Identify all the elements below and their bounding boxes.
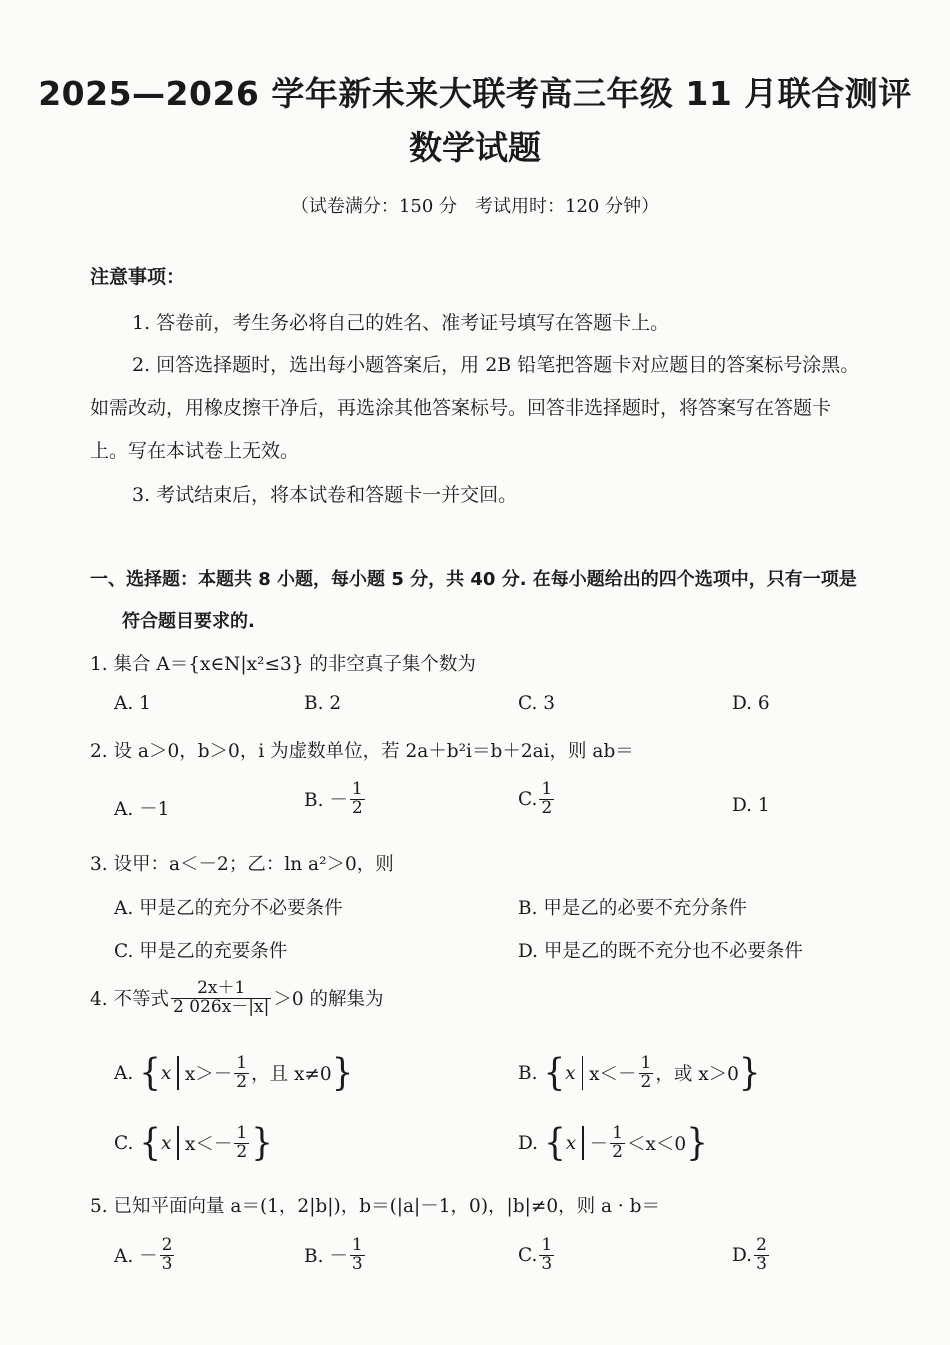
right-brace: } bbox=[331, 1051, 354, 1096]
set-divider bbox=[582, 1056, 584, 1090]
q4-option-c bbox=[114, 1121, 273, 1166]
note-item-2-cont: 如需改动，用橡皮擦干净后，再选涂其他答案标号。回答非选择题时，将答案写在答题卡 bbox=[90, 397, 832, 419]
q3-option-b: B. 甲是乙的必要不充分条件 bbox=[518, 898, 747, 919]
note-item-2-end: 上。写在本试卷上无效。 bbox=[90, 440, 300, 462]
q3-option-d: D. 甲是乙的既不充分也不必要条件 bbox=[518, 941, 803, 962]
q5-option-c-fraction bbox=[539, 1237, 554, 1274]
q4-option-a-label: A. bbox=[114, 1062, 134, 1084]
q5-option-d-label: D. bbox=[732, 1244, 753, 1266]
set-variable: x bbox=[161, 1132, 172, 1154]
set-variable: x bbox=[565, 1062, 576, 1084]
right-brace: } bbox=[251, 1121, 273, 1166]
left-brace: { bbox=[543, 1051, 566, 1096]
fraction-numerator: 2 bbox=[161, 1235, 173, 1255]
q1-option-b: B. 2 bbox=[304, 693, 342, 714]
fraction-numerator: 1 bbox=[541, 1235, 553, 1255]
set-condition-tail: ，或 x＞0 bbox=[655, 1064, 739, 1086]
q2-option-a: A. －1 bbox=[114, 799, 170, 820]
q5-option-d bbox=[732, 1237, 771, 1274]
set-condition: － bbox=[589, 1134, 609, 1156]
note-item-3: 3. 考试结束后，将本试卷和答题卡一并交回。 bbox=[132, 484, 518, 506]
set-condition: x＜－ bbox=[184, 1134, 233, 1156]
q4-option-b bbox=[518, 1051, 761, 1096]
fraction-denominator: 2 bbox=[351, 797, 363, 818]
q2-option-c-fraction bbox=[539, 781, 554, 818]
q4-stem-fraction bbox=[171, 980, 271, 1017]
q4-option-b-label: B. bbox=[518, 1062, 538, 1084]
q5-option-b-label: B. － bbox=[304, 1246, 348, 1268]
q2-option-c bbox=[518, 781, 556, 818]
q5-option-b-fraction bbox=[350, 1237, 365, 1274]
q2-option-d: D. 1 bbox=[732, 795, 770, 816]
exam-info: （试卷满分：150 分 考试用时：120 分钟） bbox=[290, 196, 660, 217]
question-1-stem: 1. 集合 A＝{x∈N|x²≤3} 的非空真子集个数为 bbox=[90, 654, 476, 675]
set-fraction bbox=[610, 1125, 625, 1162]
fraction-denominator: 2 026x－|x| bbox=[173, 996, 270, 1017]
fraction-numerator: 1 bbox=[236, 1053, 248, 1073]
set-variable: x bbox=[160, 1062, 172, 1084]
set-fraction bbox=[639, 1055, 654, 1092]
fraction-numerator: 1 bbox=[640, 1053, 652, 1073]
set-divider bbox=[177, 1126, 179, 1160]
fraction-denominator: 3 bbox=[756, 1253, 767, 1274]
q1-option-a: A. 1 bbox=[114, 693, 151, 714]
fraction-denominator: 2 bbox=[236, 1071, 248, 1092]
fraction-numerator: 2 bbox=[756, 1235, 767, 1255]
note-item-1: 1. 答卷前，考生务必将自己的姓名、准考证号填写在答题卡上。 bbox=[132, 312, 670, 334]
set-fraction bbox=[234, 1125, 249, 1162]
q4-stem-prefix: 4. 不等式 bbox=[90, 989, 170, 1011]
q1-option-d: D. 6 bbox=[732, 693, 770, 714]
set-condition: x＜－ bbox=[589, 1064, 637, 1086]
fraction-denominator: 3 bbox=[351, 1253, 363, 1274]
fraction-numerator: 1 bbox=[351, 779, 363, 799]
q5-option-a bbox=[114, 1237, 176, 1274]
q4-option-c-set bbox=[139, 1121, 273, 1166]
q4-option-d bbox=[518, 1121, 708, 1166]
q5-option-c-label: C. bbox=[518, 1244, 538, 1266]
q4-option-a-set bbox=[139, 1051, 354, 1096]
question-2-stem: 2. 设 a＞0，b＞0，i 为虚数单位，若 2a＋b²i＝b＋2ai，则 ab＝ bbox=[90, 741, 634, 762]
set-divider bbox=[582, 1126, 584, 1160]
fraction-numerator: 1 bbox=[541, 779, 553, 799]
left-brace: { bbox=[544, 1121, 566, 1166]
set-variable: x bbox=[565, 1132, 577, 1154]
section-heading: 一、选择题：本题共 8 小题，每小题 5 分，共 40 分. 在每小题给出的四个选项中，只有一项是 bbox=[90, 569, 857, 590]
q5-option-b bbox=[304, 1237, 367, 1274]
q2-option-b-label: B. － bbox=[304, 790, 348, 812]
fraction-denominator: 2 bbox=[236, 1141, 248, 1162]
q5-option-a-fraction bbox=[160, 1237, 175, 1274]
fraction-numerator: 1 bbox=[351, 1235, 363, 1255]
set-fraction bbox=[234, 1055, 249, 1092]
q4-option-a bbox=[114, 1051, 354, 1096]
q3-option-c: C. 甲是乙的充要条件 bbox=[114, 941, 288, 962]
question-5-stem: 5. 已知平面向量 a＝(1，2|b|)，b＝(|a|－1，0)，|b|≠0，则 a · b＝ bbox=[90, 1196, 661, 1217]
set-condition-tail: ＜x＜0 bbox=[626, 1134, 687, 1156]
exam-title: 2025—2026 学年新未来大联考高三年级 11 月联合测评 bbox=[38, 74, 912, 113]
q2-option-c-label: C. bbox=[518, 788, 538, 810]
q5-option-d-fraction bbox=[754, 1237, 769, 1274]
q4-option-d-set bbox=[544, 1121, 708, 1166]
q4-option-b-set bbox=[543, 1051, 761, 1096]
fraction-denominator: 3 bbox=[541, 1253, 553, 1274]
q1-option-c: C. 3 bbox=[518, 693, 556, 714]
fraction-denominator: 2 bbox=[612, 1141, 623, 1162]
fraction-numerator: 1 bbox=[236, 1123, 248, 1143]
set-divider bbox=[177, 1056, 179, 1090]
right-brace: } bbox=[738, 1051, 761, 1096]
q5-option-c bbox=[518, 1237, 556, 1274]
fraction-denominator: 2 bbox=[541, 797, 553, 818]
notes-heading: 注意事项： bbox=[90, 266, 186, 288]
set-condition: x＞－ bbox=[184, 1064, 233, 1086]
right-brace: } bbox=[686, 1121, 708, 1166]
subject-title: 数学试题 bbox=[409, 128, 541, 167]
left-brace: { bbox=[139, 1121, 162, 1166]
q4-option-c-label: C. bbox=[114, 1132, 134, 1154]
fraction-denominator: 2 bbox=[640, 1071, 652, 1092]
fraction-denominator: 3 bbox=[161, 1253, 173, 1274]
note-item-2: 2. 回答选择题时，选出每小题答案后，用 2B 铅笔把答题卡对应题目的答案标号涂黑。 bbox=[132, 354, 860, 376]
question-4-stem bbox=[90, 980, 384, 1017]
fraction-numerator: 2x＋1 bbox=[197, 978, 246, 998]
q5-option-a-label: A. － bbox=[114, 1246, 158, 1268]
left-brace: { bbox=[139, 1051, 161, 1096]
set-condition-tail: ，且 x≠0 bbox=[251, 1064, 332, 1086]
section-heading-cont: 符合题目要求的. bbox=[122, 611, 255, 632]
fraction-numerator: 1 bbox=[612, 1123, 623, 1143]
question-3-stem: 3. 设甲：a＜－2；乙：ln a²＞0，则 bbox=[90, 854, 394, 875]
q2-option-b-fraction bbox=[350, 781, 365, 818]
q4-option-d-label: D. bbox=[518, 1132, 539, 1154]
q4-stem-suffix: ＞0 的解集为 bbox=[273, 989, 384, 1011]
q3-option-a: A. 甲是乙的充分不必要条件 bbox=[114, 898, 343, 919]
q2-option-b bbox=[304, 781, 367, 818]
